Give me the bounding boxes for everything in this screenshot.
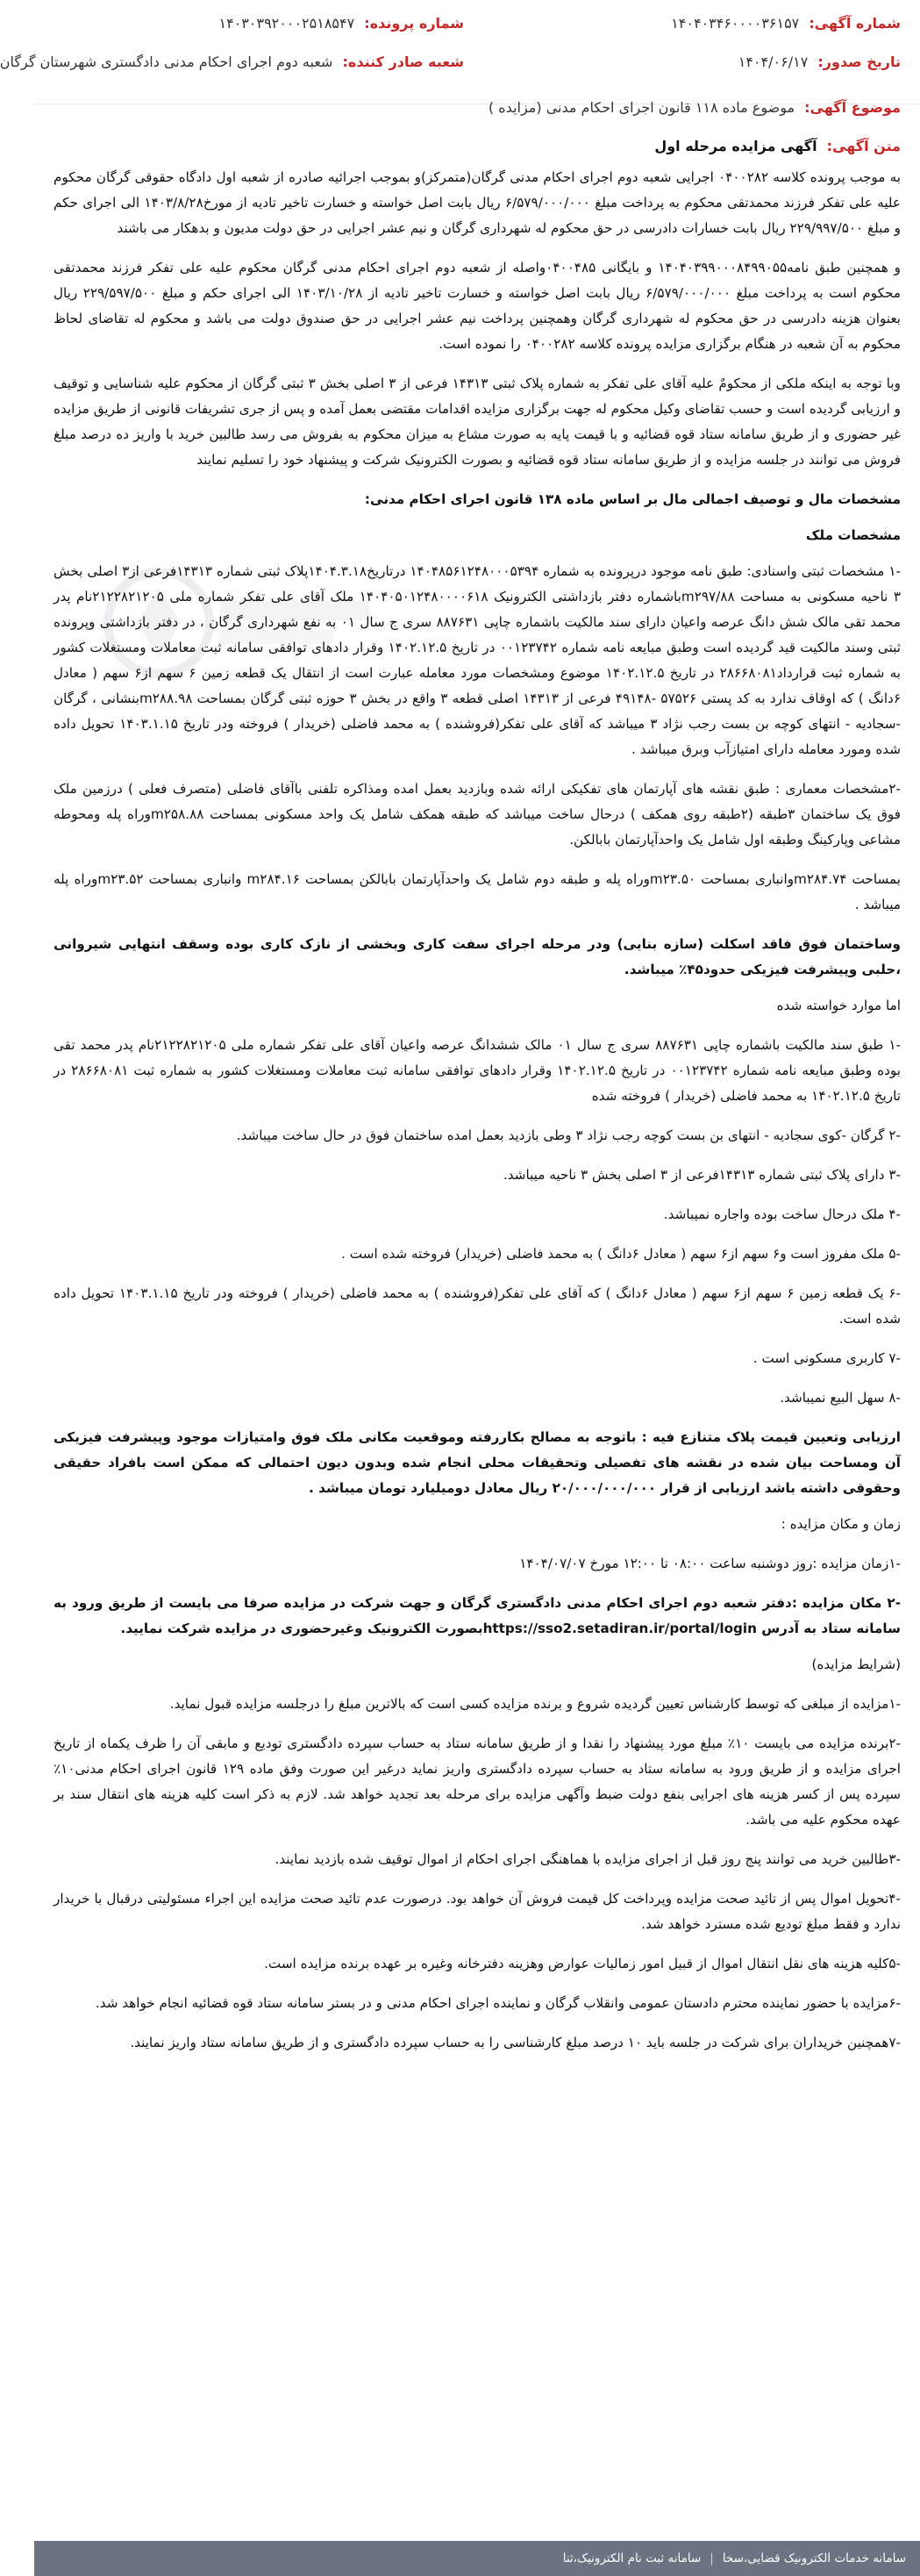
body-paragraph: ارزیابی وتعیین قیمت پلاک متنازع فیه : باتوجه به مصالح بکاررفته وموقعیت مکانی ملک فوق وامتیازات موجود وپیشرفت فیزیکی آن ومساحت بیان شده در نقشه های تفصیلی وتحقیقات محلی انجام شده وبدون دیون احتمالی که ممکن است بافراد حقیقی وحقوقی داشته باشد ارزیابی از قرار ۲۰/۰۰۰/۰۰۰/۰۰۰ ریال معادل دومیلیارد تومان میباشد . [53,1429,901,1496]
body-paragraph: -۲برنده مزایده می بایست ۱۰٪ مبلغ مورد پیشنهاد را نقدا و از طریق سامانه ستاد به حساب سپرده دادگستری تودیع و مابقی آن را ظرف یکماه از تاریخ اجرای مزایده و از طریق ورود به سامانه ستاد به حساب سپرده دادگستری واریز نماید درغیر این صورت وفق ماده ۱۲۹ قانون اجرای احکام مدنی۱۰٪ سپرده پس از کسر هزینه های اجرایی بنفع دولت ضبط وآگهی مزایده برای مرحله بعد تجدید خواهد شد. لازم به ذکر است کلیه هزینه های انتقال سند بر عهده محکوم علیه می باشد. [53,1735,901,1828]
body-paragraph: به موجب پرونده کلاسه ۰۴۰۰۲۸۲ اجرایی شعبه دوم اجرای احکام مدنی گرگان(متمرکز)و بموجب اجرائیه صادره از شعبه اول دادگاه حقوقی گرگان محکوم علیه علی تفکر فرزند محمدتقی محکوم به پرداخت مبلغ ۶/۵۷۹/۰۰۰/۰۰۰ ریال بابت اصل خواسته و خسارت تاخیر تادیه از مورخ۱۴۰۳/۸/۲۸ الی اجرای حکم و مبلغ ۲۲۹/۹۹۷/۵۰۰ ریال بابت خسارات دادرسی در حق محکوم له شهرداری گرگان و نیم عشر اجرایی در حق دولت مدیون و بدهکار می باشند [53,169,901,236]
body-paragraph: -۱زمان مزایده :روز دوشنبه ساعت ۰۸:۰۰ تا ۱۲:۰۰ مورخ ۱۴۰۴/۰۷/۰۷ [519,1556,901,1571]
body-paragraph: مشخصات مال و توصیف اجمالی مال بر اساس ماده ۱۳۸ قانون اجرای احکام مدنی: [364,491,901,507]
body-paragraph: -۸ سهل البیع نمیباشد. [780,1390,901,1406]
body-paragraph: -۳طالبین خرید می توانند پنج روز قبل از اجرای مزایده با هماهنگی اجرای احکام از اموال توقیف شده بازدید نمایند. [275,1851,901,1867]
body-paragraph: و همچنین طبق نامه۱۴۰۴۰۳۹۹۰۰۰۸۴۹۹۰۵۵ و بایگانی ۰۴۰۰۴۸۵واصله از شعبه دوم اجرای احکام مدنی گرگان محکوم علیه علی تفکر فرزند محمدتقی محکوم است به پرداخت مبلغ ۶/۵۷۹/۰۰۰/۰۰۰ ریال بابت اصل خواسته و خسارت تاخیر تادیه از ۱۴۰۳/۱۰/۲۸ الی اجرای حکم و مبلغ ۲۲۹/۵۹۷/۵۰۰ ریال بعنوان هزینه دادرسی در حق محکوم له شهرداری گرگان وهمچنین پرداخت نیم عشر اجرایی در حق صندوق دولت می باشد و محکوم له تقاضای لحاظ محکوم به آن شعبه در هنگام برگزاری مزایده پرونده کلاسه ۰۴۰۰۲۸۲ را نموده است. [53,260,901,352]
body-paragraph: -۶ یک قطعه زمین ۶ سهم از۶ سهم ( معادل ۶دانگ ) که آقای علی تفکر(فروشنده ) به محمد فاضلی (خریدار ) فروخته ودر تاریخ ۱۴۰۳.۱.۱۵ تحویل داده شده است. [53,1285,902,1327]
body-paragraph: -۴تحویل اموال پس از تائید صحت مزایده وپرداخت کل قیمت فروش آن خواهد بود. درصورت عدم تائید صحت مزایده این اجراء مسئولیتی درقبال با خریدار ندارد و فقط مبلغ تودیع شده مسترد خواهد شد. [53,1891,901,1932]
issuer-label: شعبه صادر کننده: [342,54,464,70]
ad-text-heading [654,133,901,160]
ad-subject [489,95,901,121]
body-paragraph: -۳ دارای پلاک ثبتی شماره ۱۴۳۱۳فرعی از ۳ اصلی بخش ۳ ناحیه میباشد. [503,1167,901,1183]
body-paragraph: -۷همچنین خریداران برای شرکت در جلسه باید ۱۰ درصد مبلغ کارشناسی را به حساب سپرده دادگستری و از طریق سامانه ستاد واریز نمایند. [130,2035,901,2050]
body-paragraph: زمان و مکان مزایده : [781,1516,901,1532]
body-paragraph: -۱ طبق سند مالکیت باشماره چاپی ۸۸۷۶۳۱ سری ج سال ۰۱ مالک ششدانگ عرصه واعیان آقای علی تفکر شماره ملی ۲۱۲۲۸۲۱۲۰۵نام پدر محمد تقی بوده وطبق مبایعه نامه شماره ۰۰۱۲۳۷۴۲ در تاریخ ۱۴۰۲.۱۲.۵ وقرار دادهای توافقی سامانه ثبت معاملات ومستغلات کشور به شماره ثبت ۲۸۶۶۸۰۸۱ در تاریخ ۱۴۰۲.۱۲.۵ به محمد فاضلی (خریدار ) فروخته شده [53,1037,902,1104]
body-paragraph: -۵ ملک مفروز است و۶ سهم از۶ سهم ( معادل ۶دانگ ) به محمد فاضلی (خریدار) فروخته شده است . [341,1246,901,1262]
body-paragraph: -۱ مشخصات ثبتی واسنادی: طبق نامه موجود درپرونده به شماره ۱۴۰۴۸۵۶۱۲۴۸۰۰۰۵۳۹۴ درتاریخ۱۴۰۴.۳.۱۸پلاک ثبتی شماره ۱۴۳۱۳فرعی از۳ اصلی بخش ۳ ناحیه مسکونی به مساحت m۲۹۷/۸۸باشماره دفتر بازداشتی الکترونیک ۱۴۰۴۰۵۰۱۲۴۸۰۰۰۰۶۱۸ ملک آقای علی تفکر شماره ملی ۲۱۲۲۸۲۱۲۰۵نام پدر محمد تقی مالک شش دانگ عرصه واعیان دارای سند مالکیت باشماره چاپی ۸۸۷۶۳۱ سری ج سال ۰۱ به نفع شهرداری گرگان ، در دفتر بازداشتی وپرونده ثبتی وسند مالکیت قید گردیده است وطبق مبایعه نامه شماره ۰۰۱۲۳۷۴۲ در تاریخ ۱۴۰۲.۱۲.۵ وقرار دادهای توافقی سامانه ثبت معاملات ومستغلات کشور به شماره ثبت قرارداد۲۸۶۶۸۰۸۱ در تاریخ ۱۴۰۲.۱۲.۵ موضوع ومشخصات مورد معامله عبارت است از انتقال یک قطعه زمین ۶ سهم از۶ سهم ( معادل ۶دانگ ) که اوقاف ندارد به کد پستی ۵۷۵۲۶ -۴۹۱۴۸ فرعی از ۱۴۳۱۳ اصلی قطعه ۳ واقع در بخش ۳ حوزه ثبتی گرگان بمساحت m۲۸۸.۹۸بنشانی ، گرگان -سجادیه - انتهای کوچه بن بست رجب نژاد ۳ میباشد که آقای علی تفکر(فروشنده ) به محمد فاضلی (خریدار ) فروخته ودر تاریخ ۱۴۰۳.۱.۱۵ تحویل داده شده ومورد معامله دارای امتیازآب وبرق میباشد . [53,563,902,757]
body-paragraph: -۲ مکان مزایده :دفتر شعبه دوم اجرای احکام مدنی دادگستری گرگان و جهت شرکت در مزایده صرفا می بایست از طریق ورود به سامانه ستاد به آدرس https://sso2.setadiran.ir/portal/loginبصورت الکترونیک وغیرحضوری در مزایده شرکت نمایید. [53,1595,901,1636]
ad-number-label: شماره آگهی: [809,15,901,32]
body-paragraph: -۴ ملک درحال ساخت بوده واجاره نمیباشد. [663,1206,901,1222]
body-paragraph: مشخصات ملک [805,527,901,543]
issue-date-label: تاریخ صدور: [817,54,901,70]
body-paragraph: -۲مشخصات معماری : طبق نقشه های آپارتمان های تفکیکی ارائه شده وبازدید بعمل امده ومذاکره تلفنی باآقای فاضلی (متصرف فعلی ) درزمین ملک فوق یک ساختمان ۳طبقه (۲طبقه روی همکف ) درحال ساخت میباشد که طبقه همکف شامل یک واحد مسکونی بمساحت m۲۵۸.۸۸وراه پله ومحوطه مشاعی وپارکینگ وطبقه اول شامل یک واحدآپارتمان بابالکن. [53,781,902,848]
body-paragraph: وساختمان فوق فاقد اسکلت (سازه بنایی) ودر مرحله اجرای سفت کاری وبخشی از نازک کاری بوده وسقف انتهایی شیروانی ،حلبی وپیشرفت فیزیکی حدود۴۵٪ میباشد. [53,936,901,977]
case-number-label: شماره پرونده: [364,15,464,32]
body-paragraph: وبا توجه به اینکه ملکی از محکومٌ علیه آقای علی تفکر به شماره پلاک ثبتی ۱۴۳۱۳ فرعی از ۳ اصلی بخش ۳ ثبتی گرگان از محکوم علیه شناسایی و توقیف و ارزیابی گردیده است و حسب تقاضای وکیل محکوم له جهت برگزاری مزایده اقدامات مقتضی بعمل آمده و پس از جری تشریفات قانونی از طریق مزایده غیر حضوری و از طریق سامانه ستاد قوه قضائیه و با قیمت پایه به صورت مشاع به میزان محکوم به بفروش می رسد طالبین خرید با واریز ده درصد مبلغ فروش می توانند در جلسه مزایده و از طریق سامانه ستاد قوه قضائیه و بصورت الکترونیک شرکت و پیشنهاد خود را تسلیم نمایند [53,376,901,468]
body-paragraph: -۱مزایده از مبلغی که توسط کارشناس تعیین گردیده شروع و برنده مزایده کسی است که بالاترین مبلغ را درجلسه مزایده قبول نماید. [169,1696,901,1712]
text-title: آگهی مزایده مرحله اول [654,138,817,154]
footer-bar [34,2541,920,2576]
body-paragraph: -۲ گرگان -کوی سجادیه - انتهای بن بست کوچه رجب نژاد ۳ وطی بازدید بعمل امده ساختمان فوق در حال ساخت میباشد. [236,1127,901,1143]
body-paragraph: -۶مزایده با حضور نماینده محترم دادستان عمومی وانقلاب گرگان و نماینده اجرای احکام مدنی و در بستر سامانه ستاد قوه قضائیه انجام خواهد شد. [95,1995,901,2011]
body-paragraph: -۵کلیه هزینه های نقل انتقال اموال از قبیل امور زمالیات عوارض وهزینه دفترخانه وغیره بر عهده برنده مزایده است. [264,1956,901,1971]
case-number-value: ۱۴۰۳۰۳۹۲۰۰۰۲۵۱۸۵۴۷ [218,15,355,32]
body-paragraph: -۷ کاربری مسکونی است . [752,1350,901,1366]
body-paragraph: بمساحت m۲۸۴.۷۴وانباری بمساحت m۲۳.۵۰وراه پله و طبقه دوم شامل یک واحدآپارتمان بابالکن بمساحت m۲۸۴.۱۶ وانباری بمساحت m۲۳.۵۲وراه پله میباشد . [53,871,902,912]
footer-separator: | [710,2551,714,2565]
footer-link-sakha[interactable]: سامانه خدمات الکترونیک قضایی،سخا [722,2551,906,2565]
issue-date-field [738,49,901,75]
case-number-field [219,11,464,37]
ad-number-value: ۱۴۰۴۰۳۴۶۰۰۰۰۳۶۱۵۷ [671,15,800,32]
issue-date-value: ۱۴۰۴/۰۶/۱۷ [738,54,809,70]
issuer-value: شعبه دوم اجرای احکام مدنی دادگستری شهرستان گرگان [0,54,333,70]
footer-link-sana[interactable]: سامانه ثبت نام الکترونیک،ثنا [562,2551,702,2565]
issuer-field [0,49,464,75]
text-label: متن آگهی: [826,138,901,154]
ad-number-field [671,11,901,37]
subject-label: موضوع آگهی: [804,99,901,116]
subject-value: موضوع ماده ۱۱۸ قانون اجرای احکام مدنی (مزایده ) [488,99,795,116]
ad-header [0,0,920,104]
ad-body [53,165,901,2070]
body-paragraph: اما موارد خواسته شده [776,998,901,1013]
body-paragraph: (شرایط مزایده) [811,1657,901,1672]
